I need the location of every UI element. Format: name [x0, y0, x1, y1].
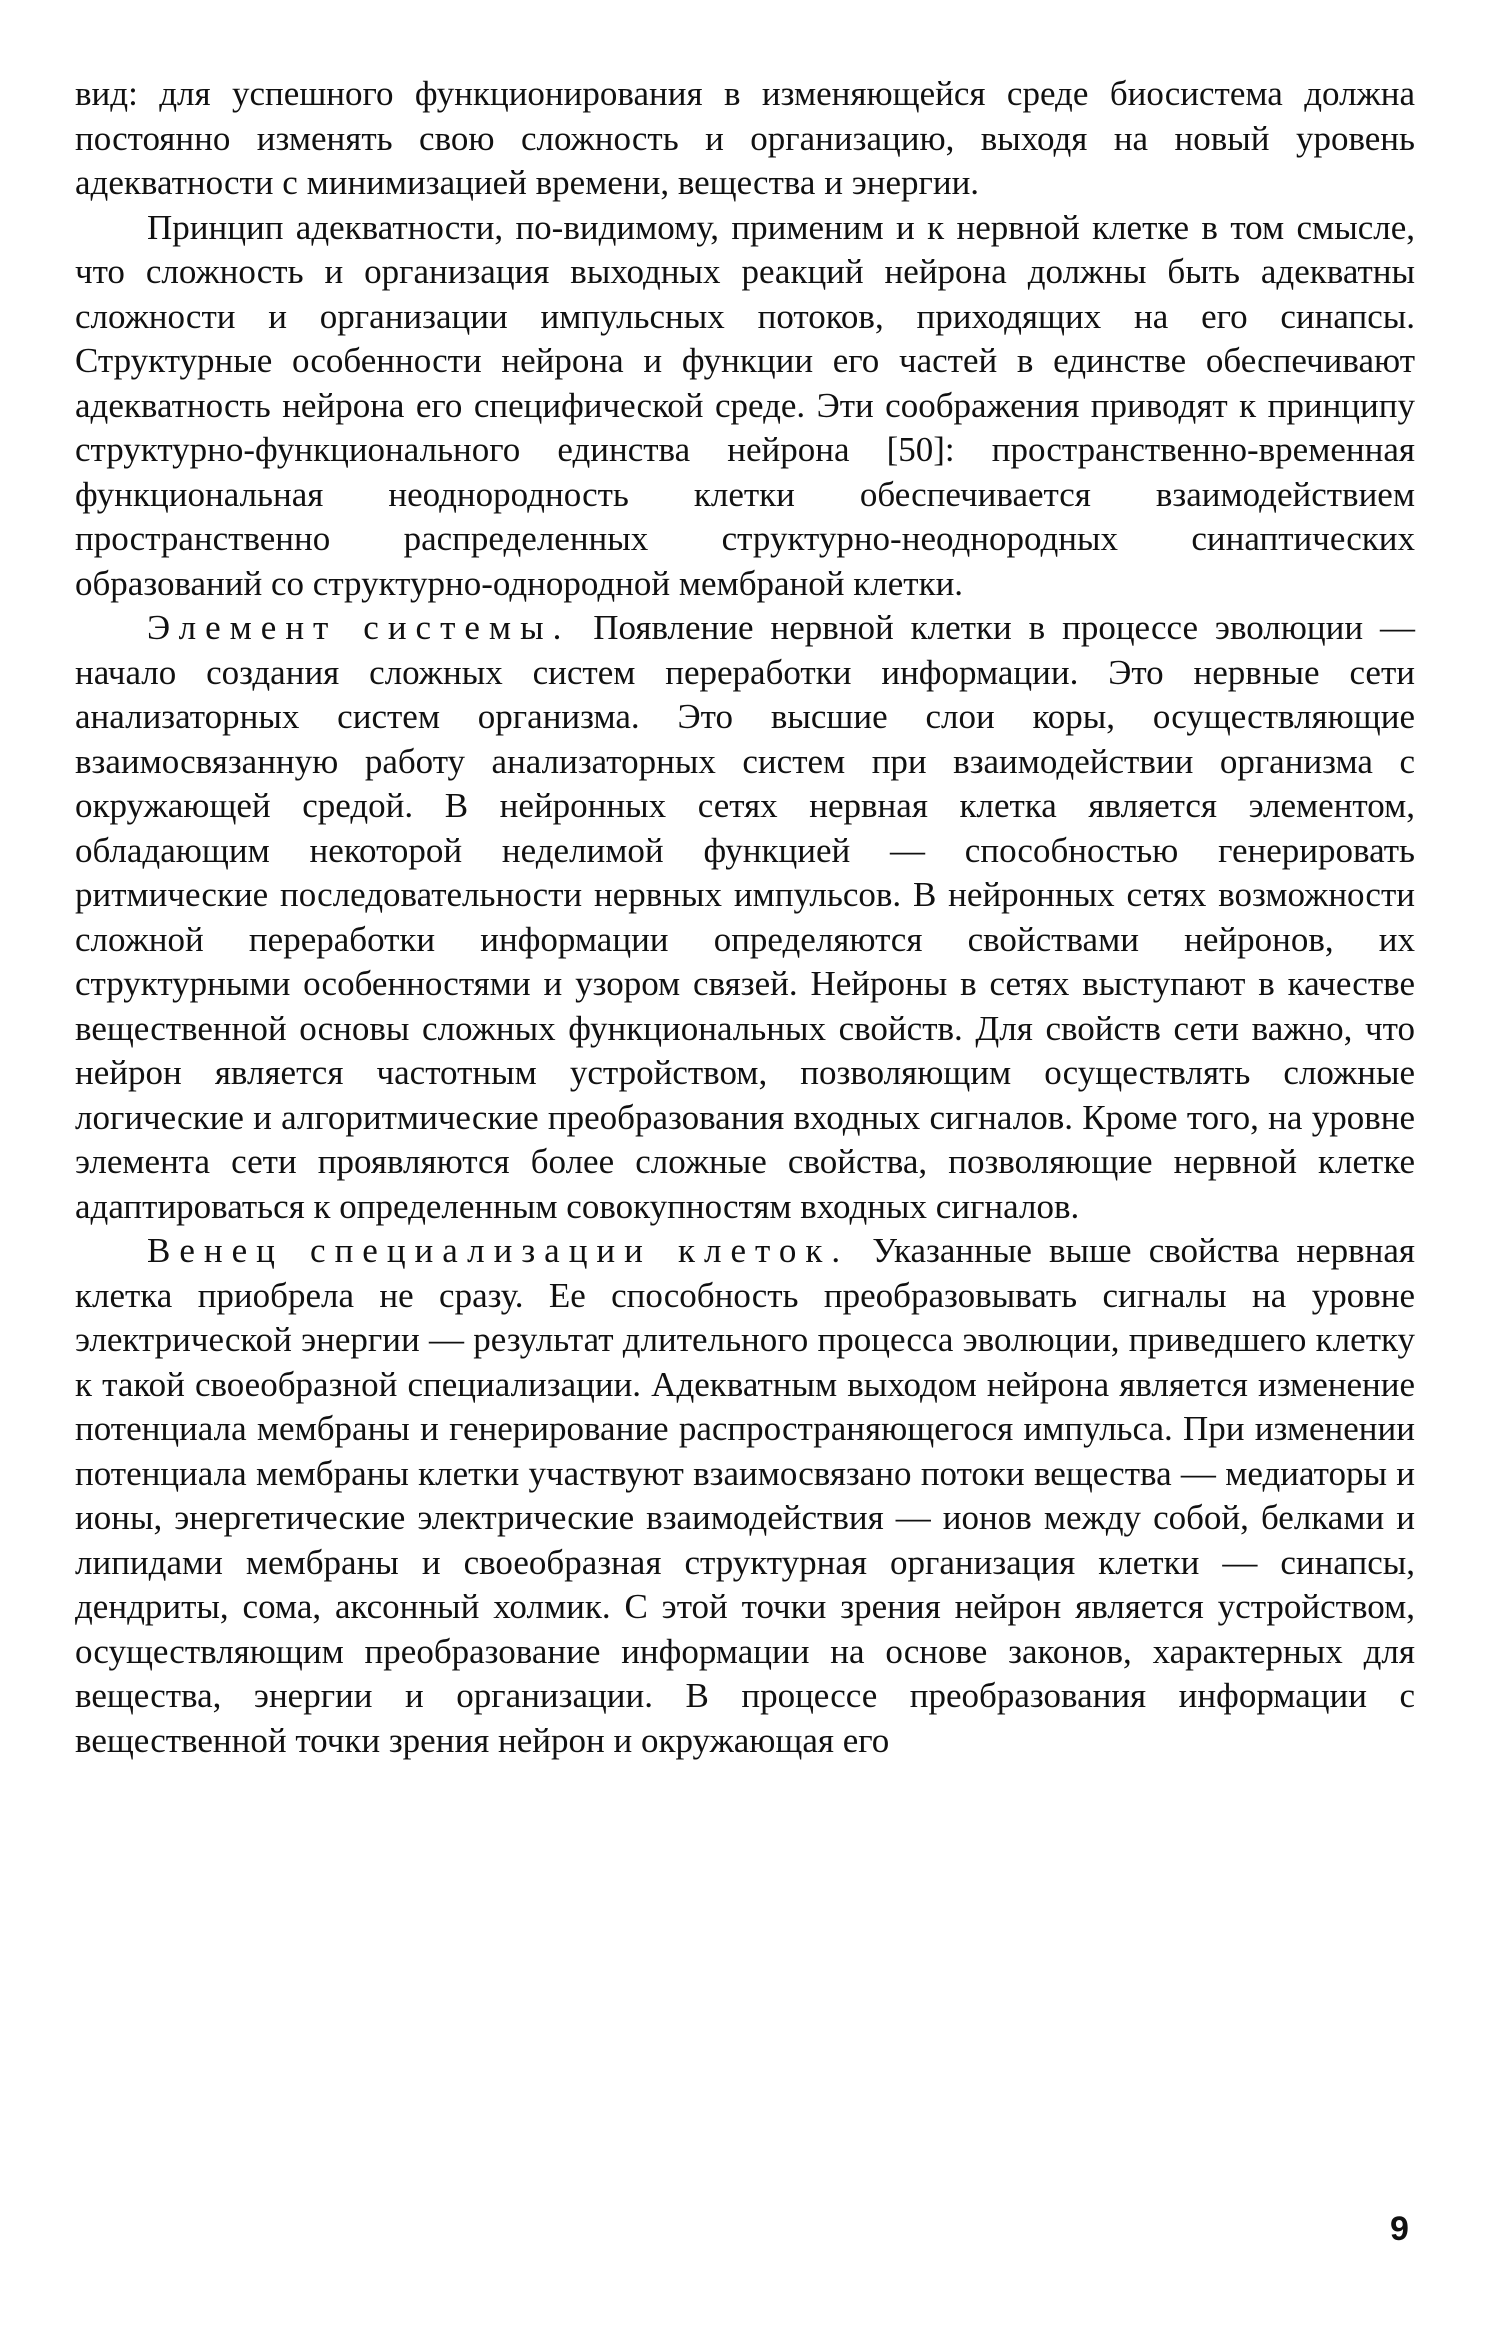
page-text-body: [75, 72, 1415, 1763]
paragraph-text: Принцип адекватности, по-видимому, применим и к нервной клетке в том смысле, что сложность и организация выходных реакций нейрона должны быть адекватны сложности и организации импульсных потоков, приходящих на его синапсы. Структурные особенности нейрона и функции его частей в единстве обеспечивают адекватность нейрона его специфической среде. Эти соображения приводят к принципу структурно-функционального единства нейрона [50]: пространственно-временная функциональная неоднородность клетки обеспечивается взаимодействием пространственно распределенных структурно-неоднородных синаптических образований со структурно-однородной мембраной клетки.: [75, 207, 1415, 603]
page-number: 9: [1390, 2210, 1409, 2248]
paragraph-continuation: [75, 72, 1415, 206]
paragraph-text: Появление нервной клетки в процессе эволюции — начало создания сложных систем переработки информации. Это нервные сети анализаторных систем организма. Это высшие слои коры, осуществляющие взаимосвязанную работу анализаторных систем при взаимодействии организма с окружающей средой. В нейронных сетях нервная клетка является элементом, обладающим некоторой неделимой функцией — способностью генерировать ритмические последовательности нервных импульсов. В нейронных сетях возможности сложной переработки информации определяются свойствами нейронов, их структурными особенностями и узором связей. Нейроны в сетях выступают в качестве вещественной основы сложных функциональных свойств. Для свойств сети важно, что нейрон является частотным устройством, позволяющим осуществлять сложные логические и алгоритмические преобразования входных сигналов. Кроме того, на уровне элемента сети проявляются более сложные свойства, позволяющие нервной клетке адаптироваться к определенным совокупностям входных сигналов.: [75, 608, 1416, 1226]
paragraph-cell-specialization: [75, 1229, 1415, 1763]
paragraph-text: вид: для успешного функционирования в изменяющейся среде биосистема должна постоянно изменять свою сложность и организацию, выходя на новый уровень адекватности с минимизацией времени, вещества и энергии.: [75, 74, 1415, 202]
section-lead-heading: Элемент системы.: [147, 608, 571, 647]
paragraph-text: Указанные выше свойства нервная клетка приобрела не сразу. Ее способность преобразовывать сигналы на уровне электрической энергии — результат длительного процесса эволюции, приведшего клетку к такой своеобразной специализации. Адекватным выходом нейрона является изменение потенциала мембраны и генерирование распространяющегося импульса. При изменении потенциала мембраны клетки участвуют взаимосвязано потоки вещества — медиаторы и ионы, энергетические электрические взаимодействия — ионов между собой, белками и липидами мембраны и своеобразная структурная организация клетки — синапсы, дендриты, сома, аксонный холмик. С этой точки зрения нейрон является устройством, осуществляющим преобразование информации на основе законов, характерных для вещества, энергии и организации. В процессе преобразования информации с вещественной точки зрения нейрон и окружающая его: [75, 1231, 1416, 1760]
paragraph-system-element: [75, 606, 1415, 1229]
paragraph-adequacy-principle: [75, 206, 1415, 607]
section-lead-heading: Венец специализации клеток.: [147, 1231, 850, 1270]
